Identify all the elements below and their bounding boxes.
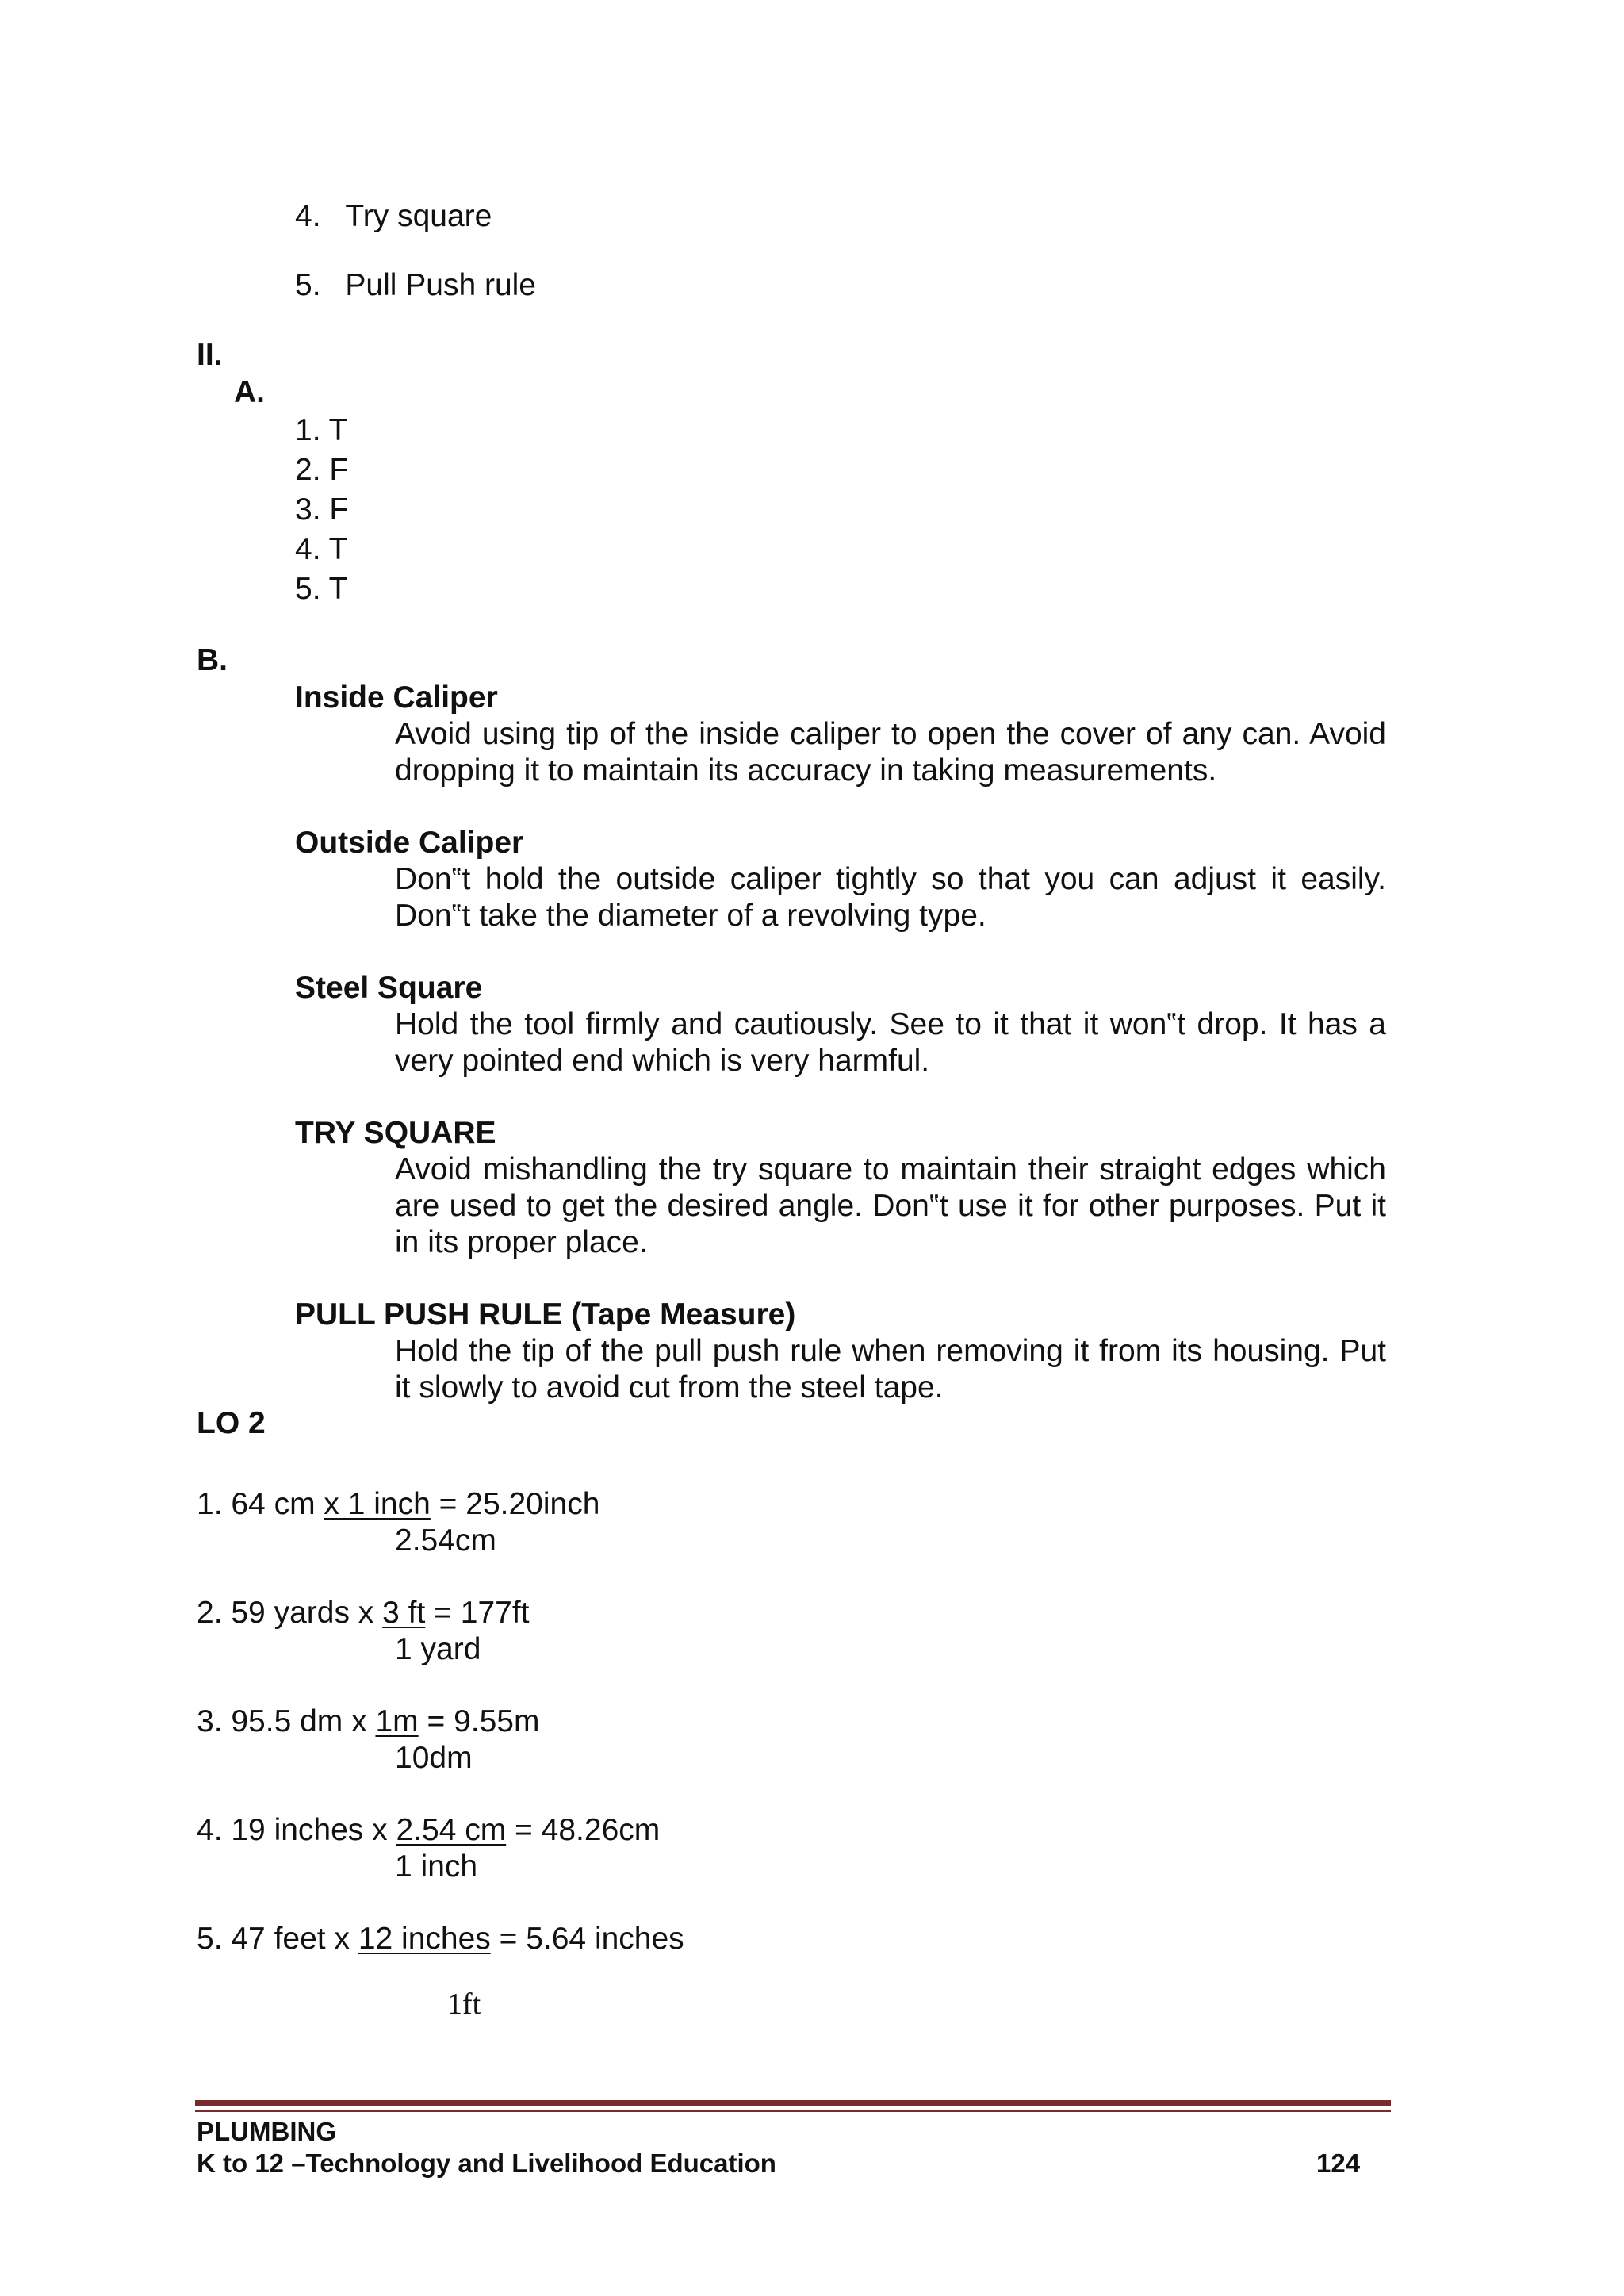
conversion-numerator: x 1 inch (324, 1487, 431, 1521)
conversion-1-denominator: 2.54cm (395, 1524, 496, 1558)
conversion-numerator: 3 ft (382, 1596, 426, 1630)
tool-text-inside-caliper: Avoid using tip of the inside caliper to open the cover of any can. Avoid dropping it to maintain its accuracy in taking measurements. (395, 717, 1386, 788)
conversion-result: = 9.55m (418, 1704, 540, 1738)
tool-title-try-square: TRY SQUARE (295, 1116, 496, 1150)
conversion-result: = 25.20inch (430, 1487, 600, 1521)
conversion-2-denominator: 1 yard (395, 1632, 481, 1666)
tool-text-try-square: Avoid mishandling the try square to maintain their straight edges which are used to get the desired angle. Don‟t use it for other purposes. Put it in its proper place. (395, 1152, 1386, 1259)
footer-subject: PLUMBING (197, 2117, 336, 2146)
conversion-prefix: 3. 95.5 dm x (197, 1704, 376, 1738)
footer-course: K to 12 –Technology and Livelihood Education (197, 2148, 776, 2178)
conversion-4-denominator: 1 inch (395, 1849, 478, 1884)
conversion-prefix: 1. 64 cm (197, 1487, 324, 1521)
list-item-5 (295, 267, 536, 304)
answer-item: 4. T (295, 532, 348, 566)
answer-item: 2. F (295, 453, 349, 487)
conversion-prefix: 2. 59 yards x (197, 1596, 383, 1630)
conversion-result: = 48.26cm (506, 1813, 661, 1847)
conversion-3-line (197, 1704, 539, 1740)
tool-text-outside-caliper: Don‟t hold the outside caliper tightly so that you can adjust it easily. Don‟t take the diameter of a revolving type. (395, 862, 1386, 933)
lo2-heading: LO 2 (197, 1406, 266, 1440)
footer-page-number: 124 (1316, 2148, 1361, 2178)
conversion-result: = 5.64 inches (490, 1922, 684, 1956)
tool-text-steel-square: Hold the tool firmly and cautiously. See to it that it won‟t drop. It has a very pointed end which is very harmful. (395, 1007, 1386, 1078)
tool-title-outside-caliper: Outside Caliper (295, 826, 524, 860)
list-number: 5. (295, 268, 321, 302)
list-item-4 (295, 198, 492, 235)
conversion-2-line (197, 1595, 530, 1631)
conversion-4-line (197, 1812, 660, 1849)
part-label-a: A. (234, 375, 265, 409)
conversion-numerator: 1m (375, 1704, 419, 1738)
part-label-b: B. (197, 643, 228, 677)
conversion-prefix: 4. 19 inches x (197, 1813, 396, 1847)
conversion-numerator: 12 inches (358, 1922, 491, 1956)
conversion-numerator: 2.54 cm (396, 1813, 507, 1847)
answer-item: 1. T (295, 413, 348, 447)
tool-text-pull-push-rule: Hold the tip of the pull push rule when removing it from its housing. Put it slowly to avoid cut from the steel tape. (395, 1334, 1386, 1405)
conversion-5-line (197, 1921, 684, 1957)
list-number: 4. (295, 199, 321, 233)
conversion-prefix: 5. 47 feet x (197, 1922, 358, 1956)
footer-rule-thin (195, 2110, 1391, 2112)
answer-list (295, 411, 348, 609)
conversion-5-denominator: 1ft (447, 1987, 481, 2021)
tool-title-pull-push-rule: PULL PUSH RULE (Tape Measure) (295, 1297, 796, 1332)
answer-item: 5. T (295, 572, 348, 606)
footer-rule-thick (195, 2100, 1391, 2106)
answer-item: 3. F (295, 493, 349, 527)
tool-title-steel-square: Steel Square (295, 971, 483, 1005)
list-text: Try square (345, 199, 492, 233)
section-label-ii: II. (197, 338, 223, 372)
conversion-1-line (197, 1486, 599, 1523)
conversion-result: = 177ft (425, 1596, 530, 1630)
tool-title-inside-caliper: Inside Caliper (295, 680, 498, 715)
list-text: Pull Push rule (345, 268, 537, 302)
conversion-3-denominator: 10dm (395, 1741, 473, 1775)
